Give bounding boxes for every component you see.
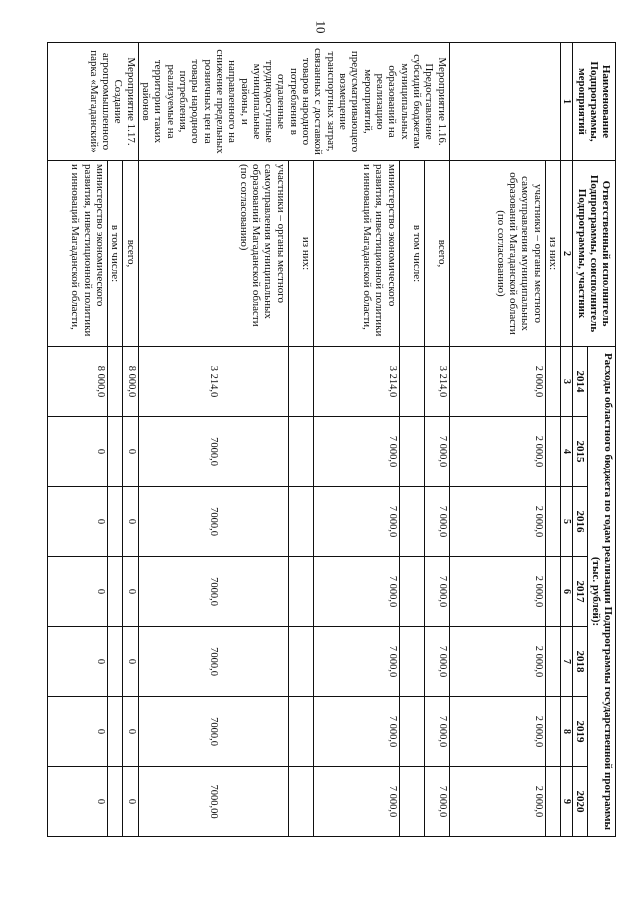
value-cell: 0 [123,627,138,697]
measure-1-16: Мероприятие 1.16. Предоставление субсидий бюджетам муниципальных образований на реализацию мероприятий, предусматривающего возмещение транспортных затрат, связанных с доставкой товаров народного потребления в отдаленные труднодоступные муниципальные районы, и направленного на снижение предельных розничных цен на товары народного потребления, реализуемые на территории таких районов [138,43,449,161]
value-cell: 3 214,0 [313,347,399,417]
value-cell: 0 [48,767,108,837]
page-number-text: 10 [313,20,328,34]
index-cell: 3 [560,347,572,417]
value-cell: 7000,0 [138,627,288,697]
value-cell [108,417,123,487]
value-cell: 7 000,0 [313,767,399,837]
value-cell: 7000,0 [138,557,288,627]
value-cell: 3 214,0 [424,347,449,417]
year-2017: 2017 [573,557,588,627]
year-2020: 2020 [573,767,588,837]
value-cell [288,347,313,417]
table-row [545,43,560,837]
value-cell [108,487,123,557]
executor-cell: всего, [123,161,138,347]
value-cell [545,697,560,767]
table-row [138,43,288,837]
executor-cell: участники – органы местного самоуправления муниципальных образований Магаданской области (по согласованию) [138,161,288,347]
index-cell: 6 [560,557,572,627]
value-cell: 0 [48,487,108,557]
value-cell: 7 000,0 [424,417,449,487]
value-cell: 7 000,0 [424,697,449,767]
value-cell [545,487,560,557]
table-row [399,43,424,837]
page-number [0,18,640,36]
value-cell: 7 000,0 [424,627,449,697]
executor-cell: участники – органы местного самоуправления муниципальных образований Магаданской области (по согласованию) [449,161,545,347]
value-cell [545,767,560,837]
value-cell [108,627,123,697]
value-cell: 0 [48,697,108,767]
value-cell: 2 000,0 [449,697,545,767]
value-cell [545,557,560,627]
value-cell [399,487,424,557]
value-cell [545,347,560,417]
value-cell [288,417,313,487]
value-cell: 7 000,0 [313,487,399,557]
value-cell: 2 000,0 [449,627,545,697]
value-cell: 0 [48,627,108,697]
value-cell: 7000,0 [138,487,288,557]
year-2015: 2015 [573,417,588,487]
value-cell: 2 000,0 [449,557,545,627]
executor-cell: из них: [288,161,313,347]
measure-1-17: Мероприятие 1.17. Создание агропромышленного парка «Магаданский» [48,43,139,161]
value-cell: 7 000,0 [424,487,449,557]
value-cell [399,417,424,487]
table-row [449,43,545,837]
value-cell: 8 000,0 [48,347,108,417]
value-cell: 7000,0 [138,417,288,487]
value-cell [545,627,560,697]
executor-cell: в том числе: [108,161,123,347]
header-expenses: Расходы областного бюджета по годам реализации Подпрограммы государственной программы (тыс. рублей): [588,347,616,837]
value-cell [399,557,424,627]
index-cell: 1 [560,43,572,161]
value-cell: 2 000,0 [449,417,545,487]
header-row-1 [588,43,616,837]
value-cell [108,767,123,837]
value-cell: 7 000,0 [313,697,399,767]
executor-cell: министерство экономического развития, инвестиционной политики и инноваций Магаданской области, [313,161,399,347]
value-cell: 8 000,0 [123,347,138,417]
value-cell: 7000,00 [138,767,288,837]
value-cell [108,347,123,417]
value-cell: 0 [123,697,138,767]
value-cell [108,697,123,767]
value-cell: 0 [123,557,138,627]
table-row [108,43,123,837]
value-cell: 7 000,0 [313,627,399,697]
measure-cell-empty [449,43,560,161]
executor-cell: из них: [545,161,560,347]
value-cell: 7 000,0 [424,767,449,837]
value-cell [288,767,313,837]
header-name: Наименование Подпрограммы, мероприятий [573,43,616,161]
index-cell: 5 [560,487,572,557]
index-cell: 8 [560,697,572,767]
value-cell [399,347,424,417]
value-cell [288,697,313,767]
table-row [424,43,449,837]
index-cell: 9 [560,767,572,837]
rotated-table-container [66,42,616,836]
value-cell: 0 [123,767,138,837]
value-cell [288,487,313,557]
index-cell: 7 [560,627,572,697]
year-2016: 2016 [573,487,588,557]
value-cell: 0 [123,487,138,557]
value-cell [108,557,123,627]
value-cell: 2 000,0 [449,487,545,557]
value-cell: 7 000,0 [313,557,399,627]
year-2018: 2018 [573,627,588,697]
value-cell: 2 000,0 [449,767,545,837]
expenses-table [47,42,616,837]
value-cell [288,557,313,627]
year-2019: 2019 [573,697,588,767]
executor-cell: в том числе: [399,161,424,347]
value-cell [545,417,560,487]
value-cell: 7 000,0 [424,557,449,627]
value-cell: 7000,0 [138,697,288,767]
header-executor: Ответственный исполнитель Подпрограммы, соисполнитель Подпрограммы, участник [573,161,616,347]
table-row [313,43,399,837]
value-cell: 7 000,0 [313,417,399,487]
column-index-row [560,43,572,837]
table-row [48,43,108,837]
index-cell: 4 [560,417,572,487]
value-cell: 0 [48,417,108,487]
value-cell: 0 [123,417,138,487]
value-cell [399,767,424,837]
value-cell: 2 000,0 [449,347,545,417]
table-row [288,43,313,837]
executor-cell: всего, [424,161,449,347]
value-cell [399,627,424,697]
executor-cell: министерство экономического развития, инвестиционной политики и инноваций Магаданской области, [48,161,108,347]
value-cell [399,697,424,767]
value-cell [288,627,313,697]
table-row [123,43,138,837]
year-2014: 2014 [573,347,588,417]
value-cell: 0 [48,557,108,627]
value-cell: 3 214,0 [138,347,288,417]
index-cell: 2 [560,161,572,347]
